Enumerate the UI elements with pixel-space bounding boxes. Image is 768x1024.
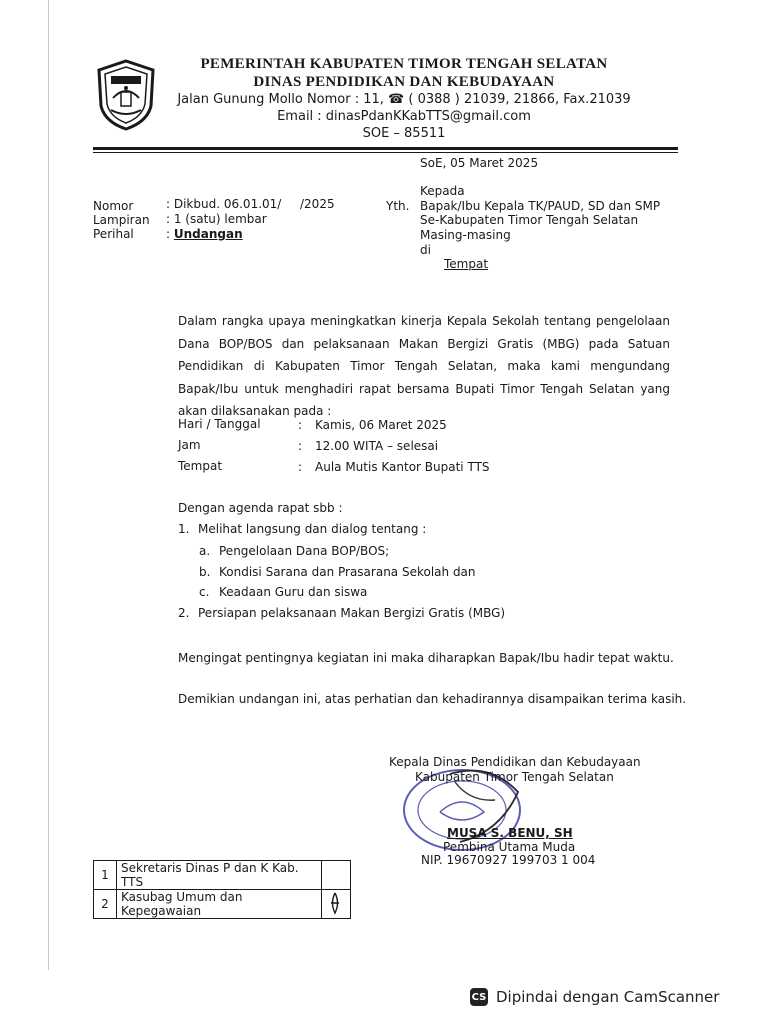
paraf-cell xyxy=(322,890,351,919)
table-row xyxy=(94,890,351,919)
schedule-value-time: 12.00 WITA – selesai xyxy=(315,439,439,453)
recipient-line-3: Masing-masing xyxy=(420,228,511,242)
agenda-sub-b-letter: b. xyxy=(199,565,211,579)
schedule-colon-place: : xyxy=(298,460,303,474)
table-row xyxy=(94,861,351,890)
distribution-no: 2 xyxy=(94,890,117,919)
recipient-di: di xyxy=(420,243,431,257)
letterhead-government: PEMERINTAH KABUPATEN TIMOR TENGAH SELATAN xyxy=(200,56,608,72)
agenda-sub-a-letter: a. xyxy=(199,544,211,558)
paraf-cell xyxy=(322,861,351,890)
perihal-colon: : xyxy=(166,227,174,241)
signature-title-1: Kepala Dinas Pendidikan dan Kebudayaan xyxy=(389,755,641,769)
letter-date: SoE, 05 Maret 2025 xyxy=(420,156,539,170)
signatory-name: MUSA S. BENU, SH xyxy=(447,826,573,840)
perihal-label: Perihal xyxy=(93,227,134,241)
schedule-label-time: Jam xyxy=(178,438,201,452)
agenda-item-1: Melihat langsung dan dialog tentang : xyxy=(198,522,427,536)
signature-title-2: Kabupaten Timor Tengah Selatan xyxy=(415,770,614,784)
page-edge xyxy=(48,0,49,970)
distribution-no: 1 xyxy=(94,861,117,890)
distribution-recipient: Sekretaris Dinas P dan K Kab. TTS xyxy=(117,861,322,890)
nomor-label: Nomor xyxy=(93,199,134,213)
yth-label: Yth. xyxy=(386,199,410,213)
letterhead-email: Email : dinasPdanKKabTTS@gmail.com xyxy=(277,109,531,124)
camscanner-watermark xyxy=(470,980,760,1014)
closing-attendance: Mengingat pentingnya kegiatan ini maka diharapkan Bapak/Ibu hadir tepat waktu. xyxy=(178,651,674,665)
agenda-sub-c-letter: c. xyxy=(199,585,210,599)
agenda-sub-b: Kondisi Sarana dan Prasarana Sekolah dan xyxy=(219,565,476,579)
perihal-value-row xyxy=(166,227,243,241)
nomor-year: /2025 xyxy=(300,197,335,211)
agenda-sub-a: Pengelolaan Dana BOP/BOS; xyxy=(219,544,390,558)
cs-logo-icon: CS xyxy=(470,988,488,1006)
perihal-value: Undangan xyxy=(173,227,243,241)
kepada-label: Kepada xyxy=(420,184,465,198)
schedule-label-place: Tempat xyxy=(178,459,223,473)
schedule-colon-date: : xyxy=(298,418,303,432)
schedule-colon-time: : xyxy=(298,439,303,453)
letterhead-department: DINAS PENDIDIKAN DAN KEBUDAYAAN xyxy=(253,74,555,90)
recipient-line-2: Se-Kabupaten Timor Tengah Selatan xyxy=(420,213,639,227)
closing-thanks: Demikian undangan ini, atas perhatian dan kehadirannya disampaikan terima kasih. xyxy=(178,692,687,706)
letterhead-rule-thin xyxy=(93,152,678,153)
recipient-tempat: Tempat xyxy=(444,257,489,271)
body-paragraph: Dalam rangka upaya meningkatkan kinerja Kepala Sekolah tentang pengelolaan Dana BOP/BOS dan pelaksanaan Makan Bergizi Gratis (MBG) pada Satuan Pendidikan di Kabupaten Timor Tengah Selatan, maka kami mengundang Bapak/Ibu untuk menghadiri rapat bersama Bupati Timor Tengah Selatan yang akan dilaksanakan pada : xyxy=(178,314,670,418)
agenda-intro: Dengan agenda rapat sbb : xyxy=(178,501,343,515)
distribution-recipient: Kasubag Umum dan Kepegawaian xyxy=(117,890,322,919)
initial-signature-icon xyxy=(326,891,344,915)
schedule-value-date: Kamis, 06 Maret 2025 xyxy=(315,418,447,432)
letterhead-address: Jalan Gunung Mollo Nomor : 11, ☎ ( 0388 ) 21039, 21866, Fax.21039 xyxy=(177,92,631,107)
agenda-item-1-number: 1. xyxy=(178,522,190,536)
recipient-line-1: Bapak/Ibu Kepala TK/PAUD, SD dan SMP xyxy=(420,199,661,213)
signatory-rank: Pembina Utama Muda xyxy=(443,840,576,854)
distribution-table xyxy=(93,860,351,919)
nomor-value: : Dikbud. 06.01.01/ xyxy=(166,197,282,211)
lampiran-label: Lampiran xyxy=(93,213,150,227)
letterhead-rule-thick xyxy=(93,147,678,150)
agenda-item-2: Persiapan pelaksanaan Makan Bergizi Gratis (MBG) xyxy=(198,606,506,620)
signatory-nip: NIP. 19670927 199703 1 004 xyxy=(421,853,596,867)
agenda-item-2-number: 2. xyxy=(178,606,190,620)
schedule-label-date: Hari / Tanggal xyxy=(178,417,261,431)
agenda-sub-c: Keadaan Guru dan siswa xyxy=(219,585,368,599)
schedule-value-place: Aula Mutis Kantor Bupati TTS xyxy=(315,460,490,474)
camscanner-label: Dipindai dengan CamScanner xyxy=(496,988,720,1006)
letterhead-postal: SOE – 85511 xyxy=(362,126,446,141)
lampiran-value: : 1 (satu) lembar xyxy=(166,212,267,226)
